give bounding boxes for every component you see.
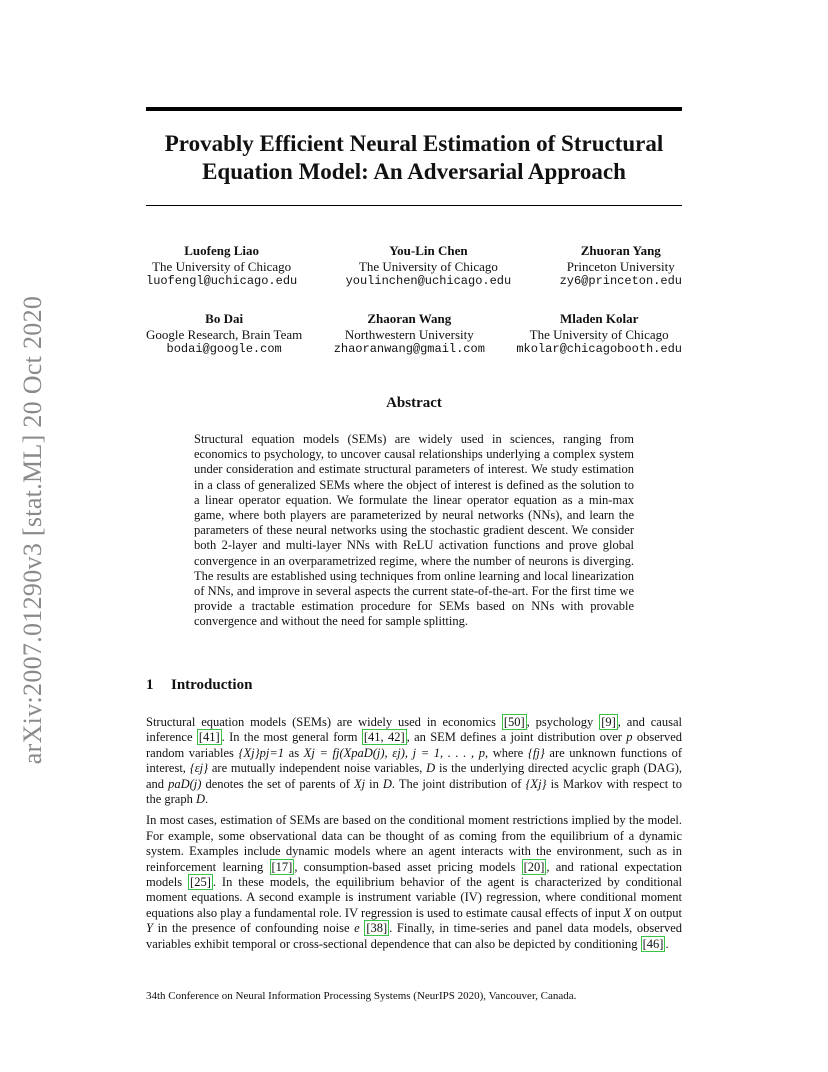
text-run: is the underlying directed acyclic graph (DAG), and (146, 761, 683, 791)
math-inline: D (382, 776, 392, 791)
title-bottom-rule (146, 205, 682, 206)
author-email: luofengl@uchicago.edu (146, 274, 298, 288)
math-inline: Xj (353, 776, 366, 791)
author-email: zhaoranwang@gmail.com (333, 342, 485, 356)
author-card (334, 311, 485, 379)
author-email: youlinchen@uchicago.edu (345, 274, 512, 288)
author-affiliation: Princeton University (566, 258, 675, 274)
text-run: . (665, 936, 669, 951)
section-number: 1 (146, 677, 154, 693)
introduction-body (146, 715, 682, 958)
author-affiliation: The University of Chicago (529, 326, 669, 342)
text-run: denotes the set of parents of (201, 776, 354, 791)
text-run: , where (484, 745, 528, 760)
text-run: . (205, 792, 209, 807)
math-inline: Y (146, 921, 153, 936)
text-run: , and causal inference (146, 715, 682, 745)
author-row-2 (146, 311, 682, 379)
author-name: Zhaoran Wang (367, 311, 452, 326)
math-inline: paD(j) (168, 776, 202, 791)
citation-link[interactable]: [41] (198, 730, 220, 745)
author-card (560, 243, 682, 311)
math-inline: {Xj} (525, 776, 547, 791)
author-name: Luofeng Liao (184, 243, 259, 258)
author-affiliation: The University of Chicago (152, 258, 292, 274)
text-run: , consumption-based asset pricing models (294, 859, 522, 874)
math-inline: {Xj}pj=1 (238, 745, 285, 760)
citation-link[interactable]: [20] (523, 859, 545, 874)
title-top-rule (146, 107, 682, 111)
citation-link[interactable]: [50] (503, 715, 525, 729)
author-email: bodai@google.com (166, 342, 282, 356)
section-title: Introduction (171, 677, 253, 693)
text-run: observed random variables (146, 730, 682, 760)
author-name: Bo Dai (205, 311, 244, 326)
citation-link[interactable]: [9] (601, 715, 616, 729)
text-run: . In the most general form (221, 730, 362, 745)
author-name: Mladen Kolar (560, 311, 639, 326)
author-card (516, 311, 682, 379)
text-run: in the presence of confounding noise (152, 921, 355, 936)
author-card (146, 243, 297, 311)
paper-title (146, 130, 682, 186)
abstract-text: Structural equation models (SEMs) are widely used in sciences, ranging from economics to psychology, to uncover causal relationships underlying a complex system under consideration and estimate structural parameters of interest. We study estimation in a class of generalized SEMs where the object of interest is defined as the solution to a linear operator equation. We formulate the linear operator equation as a min-max game, where both players are parameterized by neural networks (NNs), and learn the parameters of these neural networks using the stochastic gradient descent. We consider both 2-layer and multi-layer NNs with ReLU activation functions and prove global convergence in an overparametrized regime, where the number of neurons is diverging. The results are established using techniques from online learning and local linearization of NNs, and improve in several aspects the current state-of-the-art. For the first time we provide a tractable estimation procedure for SEMs based on NNs with provable convergence and without the need for sample splitting. (194, 432, 634, 629)
text-run: are unknown functions of interest, (146, 745, 682, 776)
math-inline: e (354, 921, 360, 936)
author-affiliation: Northwestern University (344, 326, 474, 342)
author-affiliation: The University of Chicago (358, 258, 498, 274)
citation-link[interactable]: [46] (642, 936, 664, 951)
citation-link[interactable]: [38] (366, 921, 388, 936)
citation-link[interactable]: [25] (190, 875, 211, 890)
arxiv-stamp-text: arXiv:2007.01290v3 [stat.ML] 20 Oct 2020 (18, 295, 48, 765)
math-inline: X (623, 905, 632, 920)
author-name: Zhuoran Yang (580, 243, 661, 258)
text-run: . The joint distribution of (391, 776, 526, 791)
author-card (346, 243, 512, 311)
text-run: In most cases, estimation of SEMs are based on the conditional moment restrictions implied by the model. For example, some observational data can be thought of as coming from the equilibrium of a dynamic system. Examples include dynamic models where an agent interacts with the environment, such as in reinforcement learning (146, 813, 682, 874)
citation-link[interactable]: [17] (271, 859, 293, 874)
abstract-heading: Abstract (386, 395, 442, 411)
citation-link[interactable]: [41, 42] (363, 730, 405, 745)
text-run: Structural equation models (SEMs) are widely used in economics (146, 715, 502, 729)
author-name: You-Lin Chen (389, 243, 468, 258)
text-run: on output (631, 905, 682, 920)
text-run: is Markov with respect to the graph (146, 776, 682, 807)
author-affiliation: Google Research, Brain Team (146, 326, 303, 342)
math-inline: p (626, 730, 633, 745)
math-inline: D (426, 761, 436, 776)
author-email: mkolar@chicagobooth.edu (516, 342, 682, 356)
text-run: in (365, 776, 383, 791)
math-inline: {fj} (527, 745, 545, 760)
section-heading (146, 677, 252, 694)
title-line-2: Equation Model: An Adversarial Approach (202, 159, 626, 184)
math-inline: {εj} (189, 761, 209, 776)
intro-paragraph-1 (146, 715, 682, 807)
author-card (146, 311, 302, 379)
conference-footer: 34th Conference on Neural Information Processing Systems (NeurIPS 2020), Vancouver, Canada. (146, 990, 577, 1002)
author-row-1 (146, 243, 682, 311)
arxiv-stamp (8, 285, 58, 775)
intro-paragraph-2 (146, 813, 682, 952)
text-run: . Finally, in time-series and panel data models, observed variables exhibit temporal or cross-sectional dependence that can also be depicted by conditioning (146, 921, 683, 951)
author-email: zy6@princeton.edu (559, 274, 682, 288)
text-run: as (284, 745, 304, 760)
title-line-1: Provably Efficient Neural Estimation of Structural (164, 131, 664, 156)
text-run: , psychology (526, 715, 600, 729)
text-run: are mutually independent noise variables, (208, 761, 427, 776)
text-run: , an SEM defines a joint distribution over (406, 730, 627, 745)
text-run: , and rational expectation models (146, 859, 682, 890)
math-inline: D (195, 792, 206, 807)
text-run: . In these models, the equilibrium behavior of the agent is characterized by conditional moment equations. A second example is instrument variable (IV) regression, where conditional moment equations also play a fundamental role. IV regression is used to estimate causal effects of input (146, 875, 683, 920)
math-inline: Xj = fj(XpaD(j), εj), j = 1, . . . , p (303, 745, 485, 760)
author-block (146, 243, 682, 379)
